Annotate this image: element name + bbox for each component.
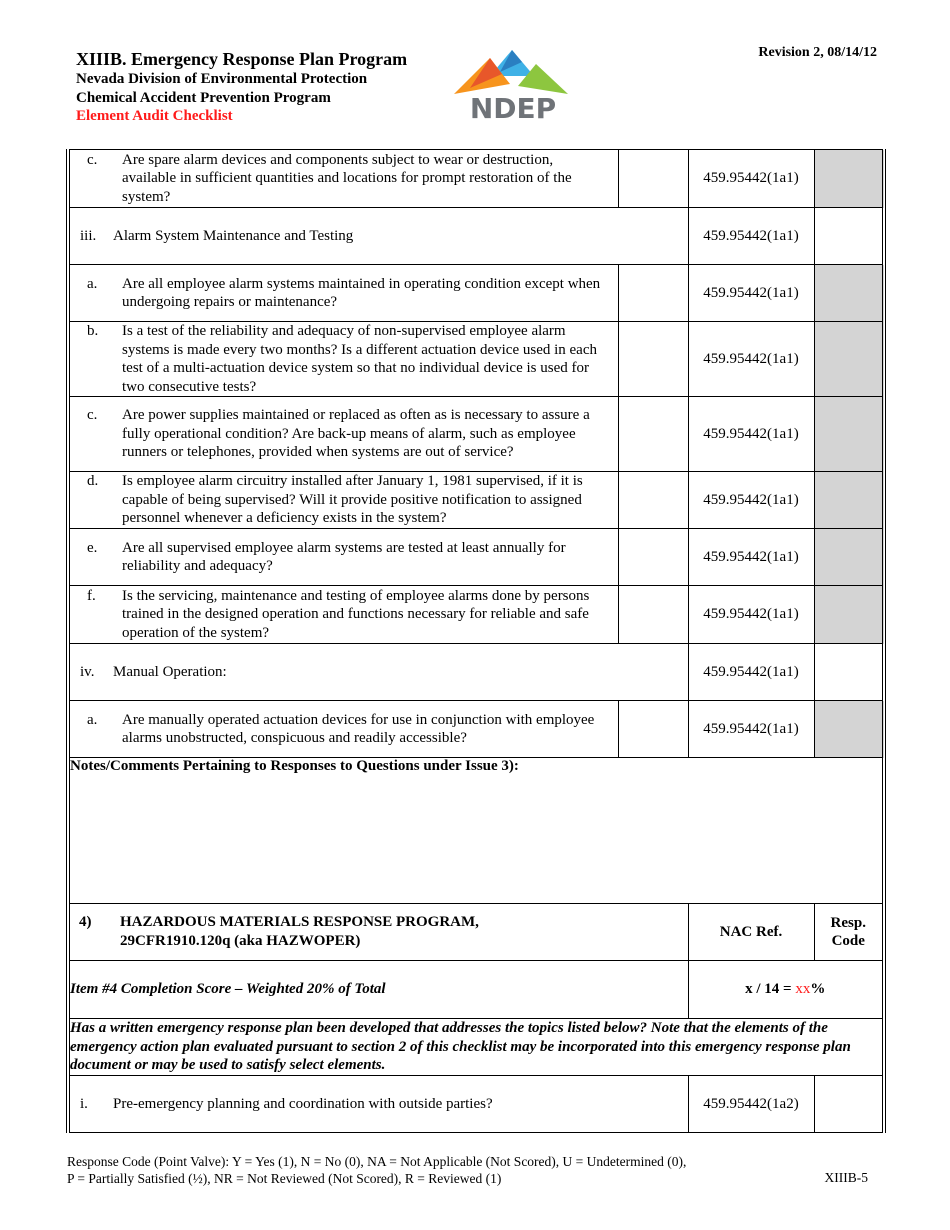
revision-label: Revision 2, 08/14/12 <box>758 45 877 60</box>
response-code-cell[interactable] <box>814 150 884 208</box>
question-label: c. <box>87 151 98 168</box>
notes-row <box>68 758 884 904</box>
score-value: x / 14 = xx% <box>688 961 884 1019</box>
section-header-row <box>68 904 884 961</box>
intro-row <box>68 1019 884 1076</box>
mountain-logo-icon <box>450 48 570 98</box>
question-text: Are spare alarm devices and components subject to wear or destruction, available in sufficient quantities and locations for prompt restoration of the system? <box>122 151 572 205</box>
response-code-cell[interactable] <box>814 529 884 586</box>
question-text: Are manually operated actuation devices for use in conjunction with employee alarms unobstructed, conspicuous and readily accessible? <box>122 711 595 746</box>
nac-ref: 459.95442(1a1) <box>688 701 814 758</box>
document-title: XIIIB. Emergency Response Plan Program <box>76 49 408 69</box>
answer-cell[interactable] <box>618 529 688 586</box>
question-label: d. <box>87 473 99 490</box>
ndep-logo <box>450 48 570 124</box>
response-code-cell[interactable] <box>814 208 884 265</box>
response-code-cell[interactable] <box>814 265 884 322</box>
notes-heading: Notes/Comments Pertaining to Responses to Questions under Issue 3): <box>70 758 519 774</box>
answer-cell[interactable] <box>618 472 688 529</box>
section-title-line1: HAZARDOUS MATERIALS RESPONSE PROGRAM, <box>120 914 479 930</box>
section-intro: Has a written emergency response plan been developed that addresses the topics listed below? Note that the elements of the emergency action plan evaluated pursuant to section 2 of this checklist may be incorporated into this emergency response plan document or may be used to satisfy select elements. <box>68 1019 884 1076</box>
table-row <box>68 322 884 397</box>
nac-ref: 459.95442(1a1) <box>688 265 814 322</box>
score-row <box>68 961 884 1019</box>
question-label: a. <box>87 275 98 292</box>
notes-area[interactable] <box>68 758 884 904</box>
question-label: f. <box>87 587 96 604</box>
legend-line-1: Response Code (Point Valve): Y = Yes (1), N = No (0), NA = Not Applicable (Not Scored), U = Undetermined (0), <box>67 1154 687 1169</box>
answer-cell[interactable] <box>618 265 688 322</box>
page-number: XIIIB-5 <box>824 1170 868 1185</box>
table-row <box>68 397 884 472</box>
subsection-title: Manual Operation: <box>113 663 227 680</box>
response-code-cell[interactable] <box>814 586 884 644</box>
legend-line-2: P = Partially Satisfied (½), NR = Not Reviewed (Not Scored), R = Reviewed (1) <box>67 1171 502 1186</box>
answer-cell[interactable] <box>618 586 688 644</box>
nac-ref: 459.95442(1a1) <box>688 150 814 208</box>
question-text: Is employee alarm circuitry installed after January 1, 1981 supervised, if it is capable of being supervised? Will it provide positive notification to assigned personnel whenever a deficiency exists in the system? <box>122 473 583 527</box>
program-name: Chemical Accident Prevention Program <box>76 89 331 106</box>
nac-ref-header: NAC Ref. <box>688 904 814 961</box>
table-row <box>68 701 884 758</box>
answer-cell[interactable] <box>618 150 688 208</box>
response-code-cell[interactable] <box>814 701 884 758</box>
answer-cell[interactable] <box>618 397 688 472</box>
answer-cell[interactable] <box>618 322 688 397</box>
document-header <box>76 49 407 126</box>
subsection-label: i. <box>80 1095 88 1112</box>
question-text: Are all supervised employee alarm systems are tested at least annually for reliability and adequacy? <box>122 539 566 574</box>
nac-ref: 459.95442(1a1) <box>688 644 814 701</box>
response-code-legend <box>67 1153 686 1187</box>
resp-code-header: Resp. Code <box>814 904 884 961</box>
question-text: Is a test of the reliability and adequacy of non-supervised employee alarm systems is made every two months? Is a different actuation device used in each test of a multi-actuation device system so that no individual device is used for two consecutive tests? <box>122 323 597 395</box>
response-code-cell[interactable] <box>814 397 884 472</box>
subsection-label: iii. <box>80 227 97 244</box>
response-code-cell[interactable] <box>814 472 884 529</box>
response-code-cell[interactable] <box>814 644 884 701</box>
nac-ref: 459.95442(1a1) <box>688 322 814 397</box>
answer-cell[interactable] <box>618 701 688 758</box>
table-row <box>68 472 884 529</box>
question-text: Are power supplies maintained or replaced as often as is necessary to assure a fully operational condition? Are back-up means of alarm, such as employee runners or telephones, provided when systems are out of service? <box>122 407 590 461</box>
table-row <box>68 644 884 701</box>
score-placeholder: xx <box>795 981 811 997</box>
subsection-title: Alarm System Maintenance and Testing <box>113 227 354 244</box>
section-number: 4) <box>79 914 92 930</box>
response-code-cell[interactable] <box>814 322 884 397</box>
question-label: e. <box>87 539 98 556</box>
table-row <box>68 208 884 265</box>
question-label: c. <box>87 407 98 424</box>
table-row <box>68 1076 884 1133</box>
subsection-label: iv. <box>80 663 95 680</box>
table-row <box>68 529 884 586</box>
audit-checklist-table <box>66 149 886 1133</box>
nac-ref: 459.95442(1a1) <box>688 586 814 644</box>
subsection-title: Pre-emergency planning and coordination with outside parties? <box>113 1095 493 1112</box>
score-label: Item #4 Completion Score – Weighted 20% of Total <box>68 961 688 1019</box>
table-row <box>68 150 884 208</box>
question-label: b. <box>87 323 99 339</box>
question-text: Is the servicing, maintenance and testing of employee alarms done by persons trained in the designed operation and functions necessary for reliable and safe operation of the system? <box>122 587 590 641</box>
question-label: a. <box>87 711 98 728</box>
checklist-name: Element Audit Checklist <box>76 108 233 124</box>
nac-ref: 459.95442(1a1) <box>688 208 814 265</box>
nac-ref: 459.95442(1a1) <box>688 397 814 472</box>
nac-ref: 459.95442(1a2) <box>688 1076 814 1133</box>
table-row <box>68 265 884 322</box>
table-row <box>68 586 884 644</box>
response-code-cell[interactable] <box>814 1076 884 1133</box>
section-title-line2: 29CFR1910.120q (aka HAZWOPER) <box>120 933 361 949</box>
nac-ref: 459.95442(1a1) <box>688 529 814 586</box>
question-text: Are all employee alarm systems maintained in operating condition except when undergoing repairs or maintenance? <box>122 275 601 310</box>
nac-ref: 459.95442(1a1) <box>688 472 814 529</box>
logo-wordmark: NDEP <box>469 92 557 125</box>
agency-name: Nevada Division of Environmental Protection <box>76 71 368 87</box>
